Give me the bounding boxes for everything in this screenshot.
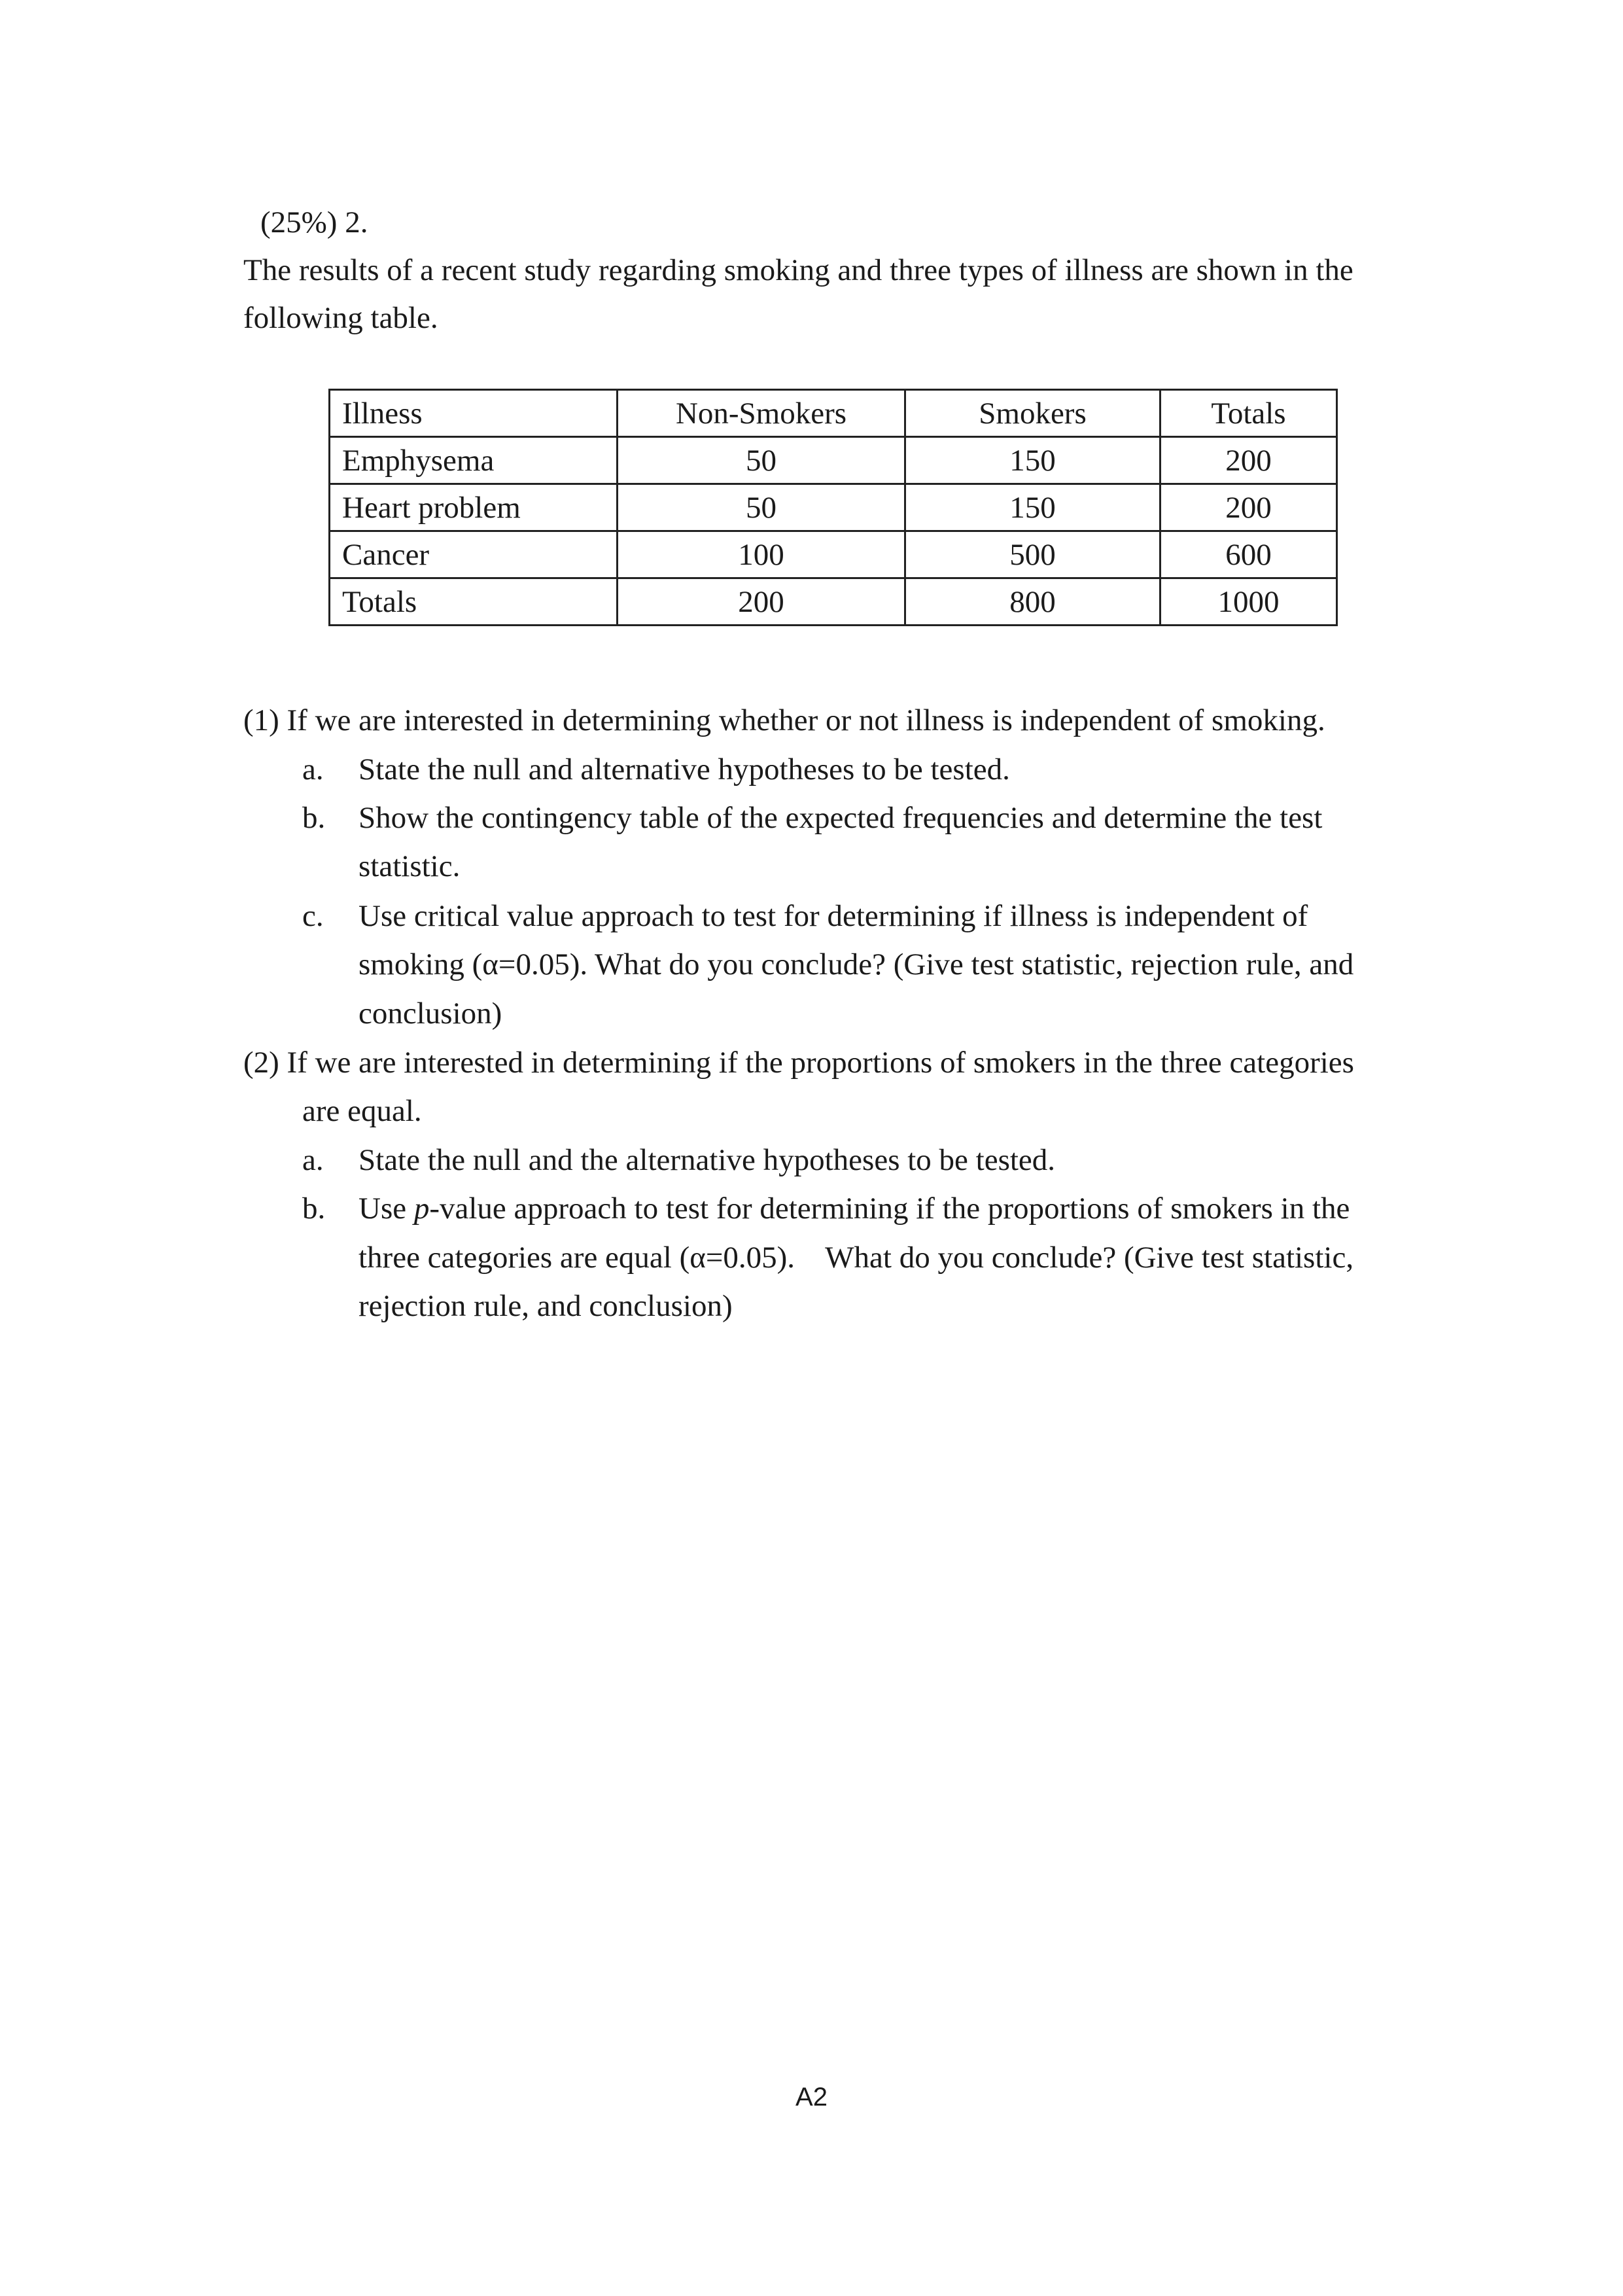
part1-stem: (1) If we are interested in determining whether or not illness is independent of smoking.	[243, 703, 1325, 737]
illness-smoking-table	[328, 389, 1338, 626]
table-row	[330, 484, 1337, 531]
table-cell: 500	[905, 531, 1161, 578]
question-number: (25%) 2.	[260, 205, 368, 239]
table-header-cell: Non-Smokers	[618, 390, 905, 437]
table-cell: 1000	[1161, 578, 1337, 626]
part1-b-text-1: Show the contingency table of the expected frequencies and determine the test	[358, 801, 1323, 835]
part1-c-marker: c.	[302, 899, 324, 933]
table-cell: 150	[905, 437, 1161, 484]
table-cell: 50	[618, 437, 905, 484]
part2-b-text-2: three categories are equal (α=0.05). What do you conclude? (Give test statistic,	[358, 1241, 1354, 1275]
table-header-cell: Smokers	[905, 390, 1161, 437]
part1-c-text-3: conclusion)	[358, 997, 502, 1031]
table-cell: 800	[905, 578, 1161, 626]
page-label: A2	[795, 2083, 828, 2111]
part2-b-prefix: Use	[358, 1192, 414, 1226]
table-header-cell: Totals	[1161, 390, 1337, 437]
table-cell: Heart problem	[330, 484, 618, 531]
intro-line-1: The results of a recent study regarding smoking and three types of illness are shown in the	[243, 253, 1353, 287]
part2-b-text-3: rejection rule, and conclusion)	[358, 1289, 733, 1323]
table-row	[330, 437, 1337, 484]
part2-stem-2: are equal.	[302, 1094, 422, 1128]
table-cell: 100	[618, 531, 905, 578]
part2-a-marker: a.	[302, 1143, 324, 1177]
table-cell: Totals	[330, 578, 618, 626]
part1-b-marker: b.	[302, 801, 326, 835]
part2-b-text-1	[358, 1190, 1350, 1227]
table-cell: 600	[1161, 531, 1337, 578]
table-cell: 50	[618, 484, 905, 531]
table-cell: 200	[618, 578, 905, 626]
part1-b-text-2: statistic.	[358, 849, 461, 883]
intro-line-2: following table.	[243, 301, 438, 335]
part2-b-rest: -value approach to test for determining if the proportions of smokers in the	[429, 1192, 1350, 1226]
table-header-cell: Illness	[330, 390, 618, 437]
table-cell: 200	[1161, 437, 1337, 484]
part2-a-text: State the null and the alternative hypotheses to be tested.	[358, 1143, 1056, 1177]
table-header-row	[330, 390, 1337, 437]
table-cell: 150	[905, 484, 1161, 531]
p-italic: p	[413, 1192, 430, 1226]
part1-a-marker: a.	[302, 752, 324, 786]
part2-b-marker: b.	[302, 1192, 326, 1226]
part1-c-text-1: Use critical value approach to test for determining if illness is independent of	[358, 899, 1308, 933]
table-cell: Emphysema	[330, 437, 618, 484]
part1-a-text: State the null and alternative hypotheses to be tested.	[358, 752, 1010, 786]
table-row	[330, 578, 1337, 626]
part2-stem-1: (2) If we are interested in determining if the proportions of smokers in the three categories	[243, 1046, 1354, 1080]
table-row	[330, 531, 1337, 578]
table-cell: Cancer	[330, 531, 618, 578]
part1-c-text-2: smoking (α=0.05). What do you conclude? (Give test statistic, rejection rule, and	[358, 947, 1354, 981]
table-cell: 200	[1161, 484, 1337, 531]
